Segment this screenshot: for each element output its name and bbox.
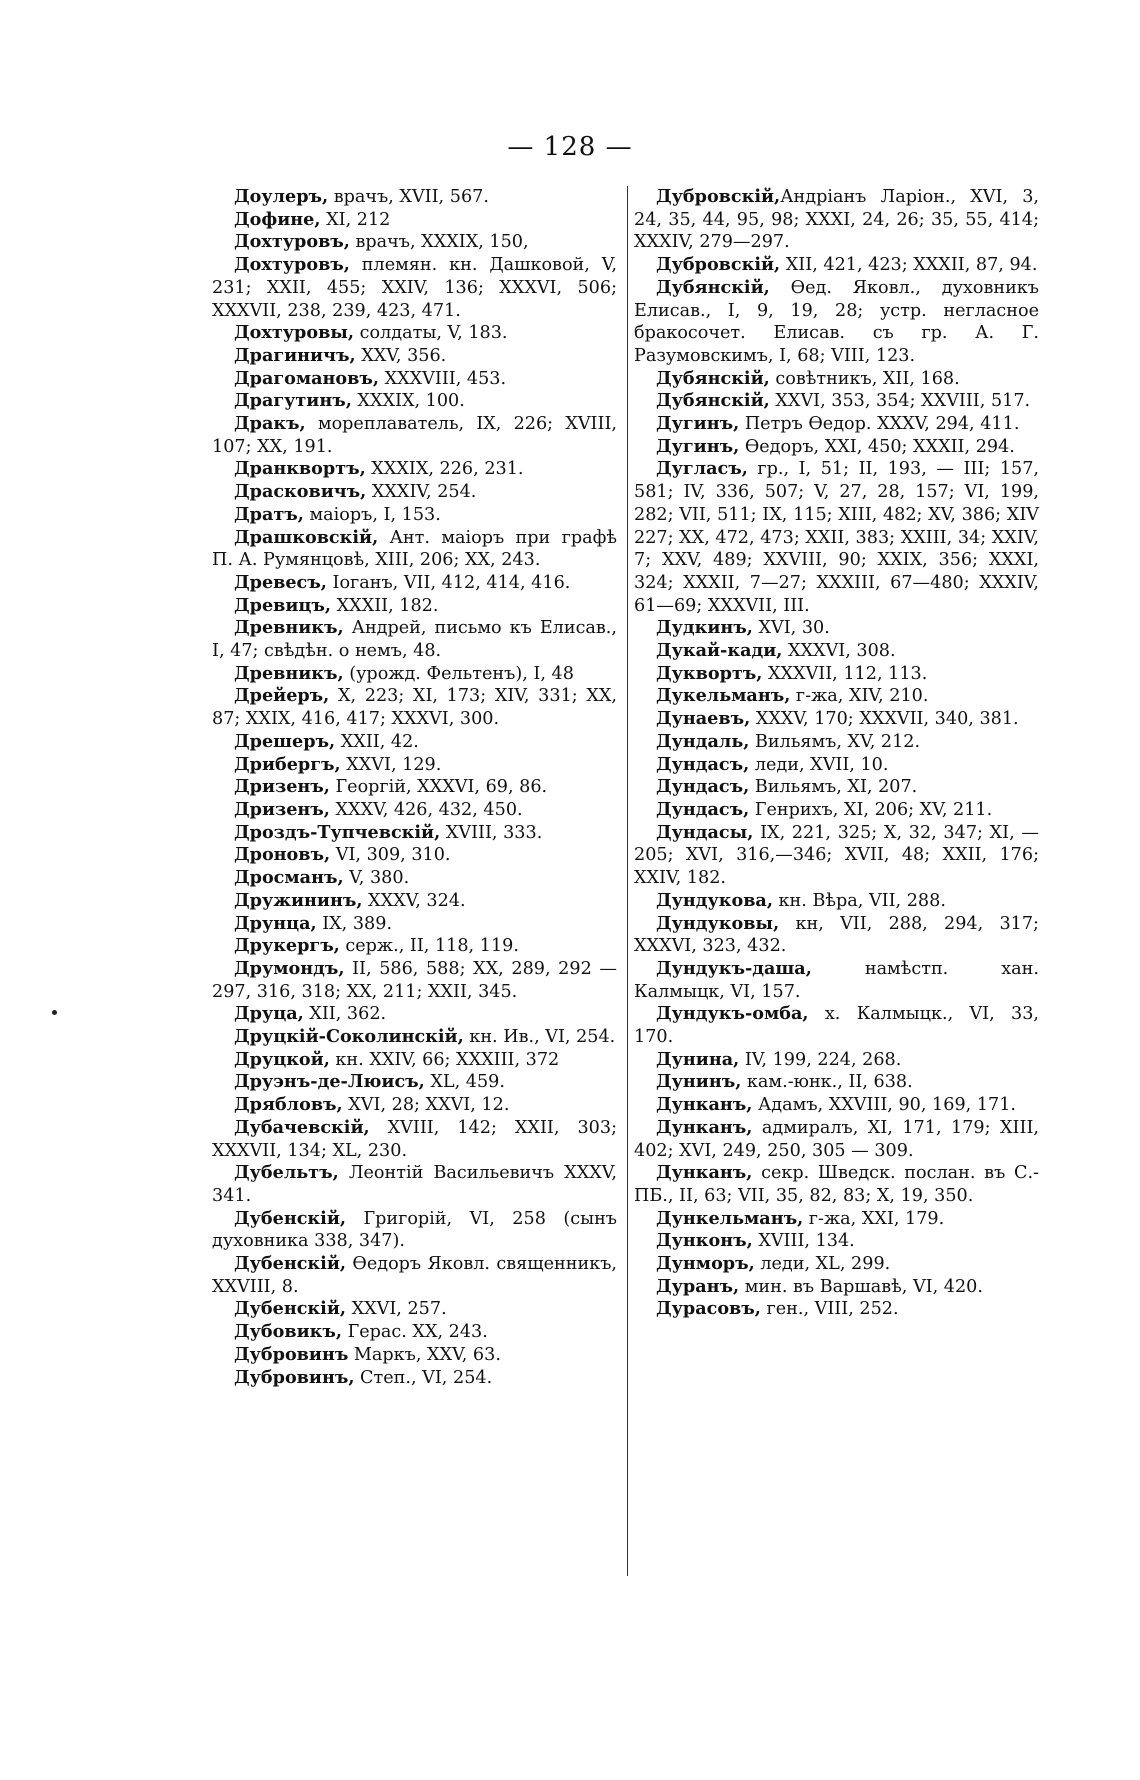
index-entry (634, 731, 1039, 754)
index-entry (212, 776, 617, 799)
entry-references: кн, VII, 288, 294, 317; XXXVI, 323, 432. (634, 913, 1039, 957)
entry-references: XXV, 356. (355, 345, 447, 366)
entry-headword: Дохтуровъ, (234, 254, 350, 276)
entry-headword: Дубовикъ, (234, 1321, 342, 1343)
index-entry (634, 390, 1039, 413)
entry-headword: Доулеръ, (234, 186, 329, 207)
entry-references: Вильямъ, XV, 212. (749, 731, 921, 752)
index-entry (212, 527, 617, 572)
entry-headword: Дугинъ, (656, 435, 740, 457)
entry-headword: Друца, (234, 1003, 304, 1025)
index-entry (634, 368, 1039, 391)
entry-references: IX, 389. (316, 913, 393, 934)
entry-references: серж., II, 118, 119. (339, 936, 519, 957)
index-entry (212, 1208, 617, 1253)
index-entry (212, 1344, 617, 1367)
entry-references: совѣтникъ, XII, 168. (769, 368, 960, 389)
index-entry (212, 663, 617, 686)
entry-references: кам.-юнк., II, 638. (741, 1072, 913, 1093)
entry-headword: Дубровскій, (656, 254, 781, 276)
entry-headword: Дуквортъ, (656, 662, 763, 684)
entry-references: леди, XL, 299. (754, 1254, 891, 1275)
index-entry (634, 1049, 1039, 1072)
index-entry (634, 458, 1039, 617)
entry-headword: Дроновъ, (234, 844, 331, 866)
entry-headword: Дубровинъ (234, 1343, 349, 1365)
entry-headword: Дризенъ, (234, 776, 330, 798)
entry-references: XXXVI, 308. (782, 641, 896, 662)
entry-references: XXXV, 324. (362, 890, 466, 911)
entry-references: XXXIX, 100. (351, 391, 465, 412)
entry-headword: Древицъ, (234, 594, 332, 616)
entry-headword: Дросманъ, (234, 867, 344, 889)
index-entry (212, 368, 617, 391)
entry-headword: Дундаль, (656, 730, 750, 752)
index-entry (212, 822, 617, 845)
entry-references: IV, 199, 224, 268. (739, 1049, 902, 1070)
index-entry (634, 685, 1039, 708)
index-entry (634, 1276, 1039, 1299)
entry-headword: Драгутинъ, (234, 390, 352, 412)
entry-headword: Дундукъ-даша, (656, 957, 812, 979)
entry-headword: Дунинъ, (656, 1071, 742, 1093)
entry-references: XXII, 42. (335, 731, 419, 752)
entry-references: Леонтій Васильевичъ XXXV, 341. (212, 1163, 617, 1206)
index-entry (212, 481, 617, 504)
entry-headword: Дунканъ, (656, 1162, 753, 1184)
entry-references: Маркъ, XXV, 63. (348, 1344, 501, 1365)
entry-references: XVI, 28; XXVI, 12. (342, 1095, 510, 1116)
entry-references: Герас. XX, 243. (341, 1322, 488, 1343)
index-entry (634, 1117, 1039, 1162)
entry-references: XXVI, 129. (340, 754, 442, 775)
entry-headword: Дохтуровы, (234, 322, 355, 344)
index-entry (634, 708, 1039, 731)
index-column-right (634, 186, 1039, 1321)
index-entry (212, 595, 617, 618)
entry-references: Андріанъ Ларіон., XVI, 3, 24, 35, 44, 95, 98; XXXI, 24, 26; 35, 55, 414; XXXIV, 279—297. (634, 187, 1039, 253)
index-entry (212, 844, 617, 867)
index-entry (634, 663, 1039, 686)
entry-headword: Дофине, (234, 208, 321, 230)
entry-headword: Драгомановъ, (234, 367, 380, 389)
entry-headword: Дундасъ, (656, 753, 750, 775)
entry-references: XXXII, 182. (331, 595, 439, 616)
entry-headword: Драшковскій, (234, 526, 379, 548)
entry-headword: Дундукова, (656, 889, 773, 911)
entry-references: Генрихъ, XI, 206; XV, 211. (749, 799, 993, 820)
entry-references: XL, 459. (424, 1072, 505, 1093)
entry-headword: Дунморъ, (656, 1253, 755, 1275)
entry-headword: Друцкой, (234, 1048, 330, 1070)
entry-headword: Дрейеръ, (234, 685, 330, 707)
entry-references: солдаты, V, 183. (354, 323, 508, 344)
entry-references: XII, 362. (303, 1004, 387, 1025)
index-entry (634, 640, 1039, 663)
entry-headword: Дубельтъ, (234, 1162, 339, 1184)
index-entry (634, 776, 1039, 799)
entry-headword: Дубровинъ, (234, 1366, 355, 1388)
entry-references: кн. XXIV, 66; XXXIII, 372 (329, 1049, 560, 1070)
entry-references: г-жа, XIV, 210. (790, 686, 929, 707)
entry-headword: Древникъ, (234, 662, 344, 684)
index-entry (634, 1208, 1039, 1231)
index-entry (212, 231, 617, 254)
index-entry (212, 1117, 617, 1162)
index-entry (212, 890, 617, 913)
entry-headword: Драсковичъ, (234, 481, 367, 503)
entry-headword: Дубачевскій, (234, 1116, 370, 1138)
column-divider (627, 186, 628, 1576)
entry-headword: Дубенскій, (234, 1298, 346, 1320)
entry-references: врачъ, XXXIX, 150, (349, 232, 529, 253)
entry-headword: Дудкинъ, (656, 617, 753, 639)
index-entry (212, 913, 617, 936)
index-entry (212, 209, 617, 232)
entry-references: XI, 212 (320, 209, 391, 230)
index-entry (212, 958, 617, 1003)
entry-headword: Дракъ, (234, 413, 306, 435)
index-entry (212, 254, 617, 322)
entry-headword: Друмондъ, (234, 957, 345, 979)
entry-headword: Дундасы, (656, 821, 754, 843)
entry-references: II, 586, 588; XX, 289, 292 — 297, 316, 318; XX, 211; XXII, 345. (212, 958, 617, 1002)
entry-references: маіоръ, I, 153. (303, 504, 441, 525)
entry-references: X, 223; XI, 173; XIV, 331; XX, 87; XXIX, 416, 417; XXXVI, 300. (212, 686, 617, 730)
entry-references: кн. Ив., VI, 254. (463, 1027, 616, 1048)
entry-headword: Дубенскій, (234, 1207, 346, 1229)
index-entry (634, 913, 1039, 958)
entry-headword: Дунина, (656, 1048, 740, 1070)
entry-references: XXXIX, 226, 231. (365, 459, 524, 480)
entry-headword: Древникъ, (234, 617, 344, 639)
index-entry (212, 1071, 617, 1094)
index-entry (212, 322, 617, 345)
entry-headword: Дунконъ, (656, 1230, 753, 1252)
index-entry (634, 1253, 1039, 1276)
index-entry (634, 799, 1039, 822)
entry-references: XXVI, 353, 354; XXVIII, 517. (769, 391, 1031, 412)
entry-references: Григорій, VI, 258 (сынъ духовника 338, 347). (212, 1208, 617, 1252)
entry-references: Степ., VI, 254. (354, 1367, 493, 1388)
index-entry (634, 754, 1039, 777)
entry-references: XVIII, 134. (752, 1231, 855, 1252)
index-entry (634, 617, 1039, 640)
index-entry (212, 867, 617, 890)
entry-references: XXXVII, 112, 113. (762, 663, 928, 684)
entry-references: г-жа, XXI, 179. (803, 1208, 945, 1229)
entry-headword: Друцкій-Соколинскій, (234, 1026, 464, 1048)
entry-headword: Дрешеръ, (234, 730, 336, 752)
index-entry (212, 390, 617, 413)
index-entry (212, 1367, 617, 1390)
index-entry (212, 1026, 617, 1049)
index-entry (212, 617, 617, 662)
entry-headword: Дроздъ-Тупчевскій, (234, 821, 441, 843)
entry-references: племян. кн. Дашковой, V, 231; XXII, 455; XXIV, 136; XXXVI, 506; XXXVII, 238, 239, 423, 471. (212, 255, 617, 321)
entry-headword: Дубенскій, (234, 1253, 346, 1275)
entry-references: XII, 421, 423; XXXII, 87, 94. (780, 255, 1038, 276)
entry-headword: Дуранъ, (656, 1275, 740, 1297)
entry-headword: Дружининъ, (234, 889, 363, 911)
entry-headword: Дурасовъ, (656, 1298, 761, 1320)
entry-references: XXXV, 170; XXXVII, 340, 381. (750, 709, 1019, 730)
entry-references: Вильямъ, XI, 207. (749, 777, 918, 798)
entry-references: XVIII, 333. (440, 822, 543, 843)
index-entry (634, 822, 1039, 890)
entry-headword: Дохтуровъ, (234, 231, 350, 253)
entry-references: секр. Шведск. послан. въ С.-ПБ., II, 63; VII, 35, 82, 83; X, 19, 350. (634, 1163, 1039, 1206)
entry-headword: Дризенъ, (234, 798, 330, 820)
entry-references: (урожд. Фельтенъ), I, 48 (343, 663, 574, 684)
entry-references: Андрей, письмо къ Елисав., I, 47; свѣдѣн. о немъ, 48. (212, 618, 617, 662)
entry-references: леди, XVII, 10. (749, 754, 889, 775)
index-entry (634, 1298, 1039, 1321)
entry-headword: Дундасъ, (656, 776, 750, 798)
entry-headword: Дубянскій, (656, 276, 770, 298)
index-entry (634, 186, 1039, 254)
index-entry (212, 1003, 617, 1026)
index-entry (212, 685, 617, 730)
index-entry (212, 1253, 617, 1298)
entry-headword: Дукельманъ, (656, 685, 791, 707)
entry-headword: Дугинъ, (656, 413, 740, 435)
entry-references: Петръ Өедор. XXXV, 294, 411. (739, 414, 1020, 435)
index-entry (634, 436, 1039, 459)
entry-references: VI, 309, 310. (330, 845, 451, 866)
index-entry (212, 935, 617, 958)
index-entry (212, 345, 617, 368)
index-entry (634, 890, 1039, 913)
entry-headword: Дундукъ-омба, (656, 1003, 809, 1025)
entry-references: кн. Вѣра, VII, 288. (772, 890, 946, 911)
entry-headword: Дунканъ, (656, 1094, 753, 1116)
index-column-left (212, 186, 617, 1389)
index-entry (212, 1094, 617, 1117)
entry-headword: Древесъ, (234, 571, 327, 593)
index-entry (634, 254, 1039, 277)
entry-references: адмиралъ, XI, 171, 179; XIII, 402; XVI, 249, 250, 305 — 309. (634, 1117, 1039, 1161)
index-entry (634, 1003, 1039, 1048)
index-entry (212, 413, 617, 458)
index-entry (212, 731, 617, 754)
index-entry (212, 1298, 617, 1321)
entry-headword: Дрябловъ, (234, 1094, 343, 1116)
entry-references: Ант. маіоръ при графѣ П. А. Румянцовѣ, XIII, 206; XX, 243. (212, 527, 617, 571)
entry-references: XXXV, 426, 432, 450. (329, 799, 523, 820)
entry-headword: Дунканъ, (656, 1116, 753, 1138)
index-entry (634, 413, 1039, 436)
index-entry (634, 1071, 1039, 1094)
index-entry (634, 277, 1039, 368)
entry-headword: Дукай-кади, (656, 640, 783, 662)
entry-headword: Дункельманъ, (656, 1207, 804, 1229)
entry-references: V, 380. (343, 868, 410, 889)
entry-headword: Дубровскій, (656, 186, 781, 207)
index-entry (212, 1049, 617, 1072)
entry-headword: Дугласъ, (656, 458, 748, 480)
entry-headword: Друкергъ, (234, 935, 340, 957)
index-entry (634, 958, 1039, 1003)
entry-references: намѣстп. хан. Калмыцк, VI, 157. (634, 958, 1039, 1002)
entry-references: мореплаватель, IX, 226; XVIII, 107; XX, 191. (212, 414, 617, 457)
index-entry (212, 799, 617, 822)
margin-speck (52, 1010, 57, 1015)
index-entry (212, 754, 617, 777)
entry-references: IX, 221, 325; X, 32, 347; XI, — 205; XVI, 316,—346; XVII, 48; XXII, 176; XXIV, 182. (634, 822, 1039, 889)
entry-headword: Дранквортъ, (234, 458, 366, 480)
entry-references: ген., VIII, 252. (760, 1299, 899, 1320)
entry-headword: Дубянскій, (656, 367, 770, 389)
entry-references: XXXIV, 254. (366, 482, 477, 503)
entry-headword: Друэнъ-де-Люисъ, (234, 1071, 425, 1093)
entry-references: врачъ, XVII, 567. (328, 187, 489, 207)
entry-references: XVIII, 142; XXII, 303; XXXVII, 134; XL, 230. (212, 1117, 617, 1161)
entry-headword: Друнца, (234, 912, 317, 934)
index-entry (212, 504, 617, 527)
entry-headword: Дундасъ, (656, 798, 750, 820)
index-entry (212, 186, 617, 209)
entry-references: XVI, 30. (752, 618, 830, 639)
entry-headword: Дундуковы, (656, 912, 780, 934)
entry-references: Өедоръ Яковл. священникъ, XXVIII, 8. (212, 1254, 617, 1297)
entry-references: Георгій, XXXVI, 69, 86. (329, 777, 548, 798)
entry-references: Өедоръ, XXI, 450; XXXII, 294. (739, 436, 1015, 457)
entry-references: мин. въ Варшавѣ, VI, 420. (739, 1276, 983, 1297)
entry-references: XXVI, 257. (346, 1299, 447, 1320)
entry-headword: Дубянскій, (656, 390, 770, 412)
entry-references: Өед. Яковл., духовникъ Елисав., I, 9, 19, 28; устр. негласное бракосочет. Елисав. съ гр. А. Г. Разумовскимъ, I, 68; VIII, 123. (634, 277, 1039, 366)
index-entry (212, 458, 617, 481)
entry-headword: Дрибергъ, (234, 753, 341, 775)
index-entry (212, 572, 617, 595)
page-number: — 128 — (507, 132, 633, 162)
index-entry (212, 1321, 617, 1344)
entry-references: Іоганъ, VII, 412, 414, 416. (326, 572, 571, 593)
entry-headword: Дунаевъ, (656, 708, 751, 730)
index-entry (634, 1230, 1039, 1253)
entry-references: Адамъ, XXVIII, 90, 169, 171. (752, 1095, 1016, 1116)
entry-references: XXXVIII, 453. (379, 368, 507, 389)
entry-references: гр., I, 51; II, 193, — III; 157, 581; IV, 336, 507; V, 27, 28, 157; VI, 199, 282; VII, 511; IX, 115; XIII, 482; XV, 386; XIV 227; XX, 472, 473; XXII, 383; XXIII, 34; XXIV, 7; XXV, 489; XXVIII, 90; XXIX, 356; XXXI, 324; XXXII, 7—27; XXXIII, 67—480; XXXIV, 61—69; XXXVII, III. (634, 459, 1039, 616)
index-entry (212, 1162, 617, 1207)
entry-references: х. Калмыцк., VI, 33, 170. (634, 1004, 1039, 1048)
index-entry (634, 1094, 1039, 1117)
entry-headword: Драгиничъ, (234, 344, 356, 366)
entry-headword: Дратъ, (234, 503, 304, 525)
index-entry (634, 1162, 1039, 1207)
